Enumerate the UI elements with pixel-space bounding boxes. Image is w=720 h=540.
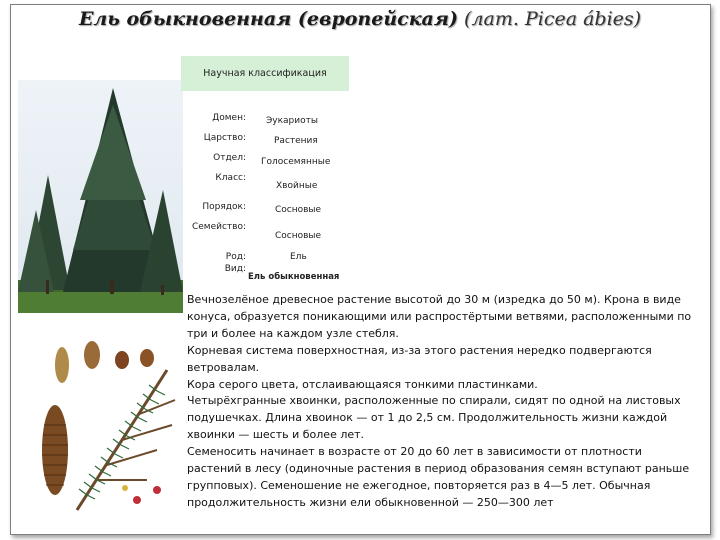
classification-key-kingdom: Царство: <box>203 133 246 143</box>
description <box>187 292 692 512</box>
classification-key-class: Класс: <box>215 173 246 183</box>
classification-value-order: Сосновые <box>275 205 322 215</box>
classification-value-genus: Ель <box>290 252 307 262</box>
description-paragraph-seeding: Семеносить начинает в возрасте от 20 до 60 лет в зависимости от плотности растений в лесу (одиночные растения в период образования семян вступают раньше групповых). Семеношение не ежегодное, повторяется раз в 4—5 лет. Обычная продолжительность жизни ели обыкновенной — 250—300 лет <box>187 445 690 509</box>
classification-value-kingdom: Растения <box>274 136 318 146</box>
description-paragraph-needles: Четырёхгранные хвоинки, расположенные по спирали, сидят по одной на листовых подушечках. Длина хвоинок — от 1 до 2,5 см. Продолжительность жизни каждой хвоинки — шесть и более лет. <box>187 394 681 442</box>
classification-key-domain: Домен: <box>212 113 246 123</box>
spruce-botanical-drawing <box>37 330 179 515</box>
classification-key-genus: Род: <box>225 252 246 262</box>
classification-value-class: Хвойные <box>276 181 318 191</box>
description-paragraph-roots: Корневая система поверхностная, из-за этого растения нередко подвергаются ветровалам. <box>187 343 652 374</box>
classification-value-family: Сосновые <box>275 231 322 241</box>
slide-title <box>0 8 720 30</box>
classification-key-order: Порядок: <box>202 202 246 212</box>
classification-header: Научная классификация <box>181 56 349 91</box>
classification-value-domain: Эукариоты <box>266 116 318 126</box>
classification-key-species: Вид: <box>224 264 246 274</box>
classification-key-division: Отдел: <box>213 153 246 163</box>
spruce-photo <box>18 80 183 313</box>
description-paragraph-crown: Вечнозелёное древесное растение высотой до 30 м (изредка до 50 м). Крона в виде конуса, образуется поникающими или распростёртыми ветвями, расположенными по три и более на каждом узле стебля. <box>187 293 692 340</box>
classification-value-species: Ель обыкновенная <box>248 272 340 282</box>
title-latin: (лат. Picea ábies) <box>464 8 642 30</box>
title-russian: Ель обыкновенная (европейская) <box>78 8 458 30</box>
classification-key-family: Семейство: <box>191 222 246 232</box>
description-paragraph-bark: Кора серого цвета, отслаивающаяся тонкими пластинками. <box>187 377 538 391</box>
classification-value-division: Голосемянные <box>261 157 331 167</box>
